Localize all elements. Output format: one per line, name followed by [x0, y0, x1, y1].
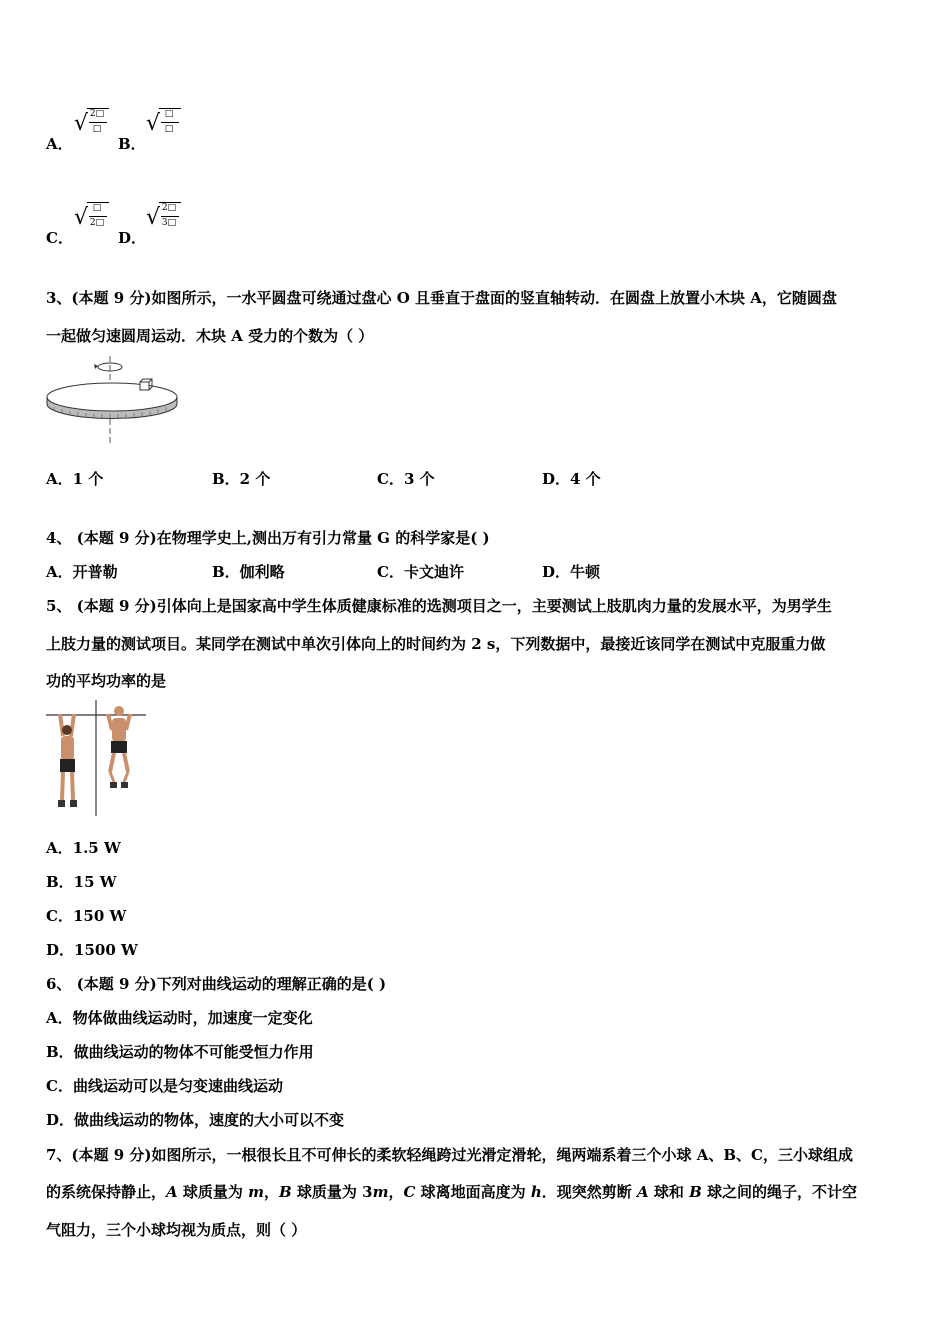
q4-option-c: C．卡文迪许 [377, 563, 464, 581]
q2-option-c-letter: C． [46, 229, 73, 247]
q5-option-a: A．1.5 W [46, 839, 121, 857]
ball-b-symbol: B [689, 1183, 702, 1201]
mass-symbol: m [372, 1183, 389, 1201]
q2-option-d-numerator: 2□ [161, 203, 177, 213]
q2-option-d-radical: √ 2□ 3□ [146, 198, 186, 242]
mass-symbol: m [248, 1183, 264, 1201]
q3-option-a: A．1 个 [46, 470, 104, 488]
q2-option-c-radical: √ □ 2□ [74, 198, 114, 242]
q5-stem-line2: 上肢力量的测试项目。某同学在测试中单次引体向上的时间约为 2 s，下列数据中，最接近该同学在测试中克服重力做 [46, 635, 826, 653]
q3-option-c: C．3 个 [377, 470, 435, 488]
ball-a-symbol: A [166, 1183, 178, 1201]
q2-option-c-numerator: □ [92, 203, 102, 213]
ball-a-symbol: A [637, 1183, 649, 1201]
q5-option-b: B．15 W [46, 873, 117, 891]
q5-option-d: D．1500 W [46, 941, 138, 959]
q5-stem-line1: 5、 (本题 9 分)引体向上是国家高中学生体质健康标准的选测项目之一，主要测试上肢肌肉力量的发展水平，为男学生 [46, 597, 832, 615]
q2-option-a-denominator: □ [92, 124, 102, 134]
q4-stem: 4、 (本题 9 分)在物理学史上,测出万有引力常量 G 的科学家是( ) [46, 529, 490, 547]
q6-option-b: B．做曲线运动的物体不可能受恒力作用 [46, 1043, 314, 1061]
q7-stem-line2: 的系统保持静止，A 球质量为 m，B 球质量为 3m，C 球离地面高度为 h．现突然剪断 A 球和 B 球之间的绳子，不计空 [46, 1183, 858, 1201]
q3-option-b: B．2 个 [212, 470, 271, 488]
q2-option-c-denominator: 2□ [89, 218, 105, 228]
q5-stem-line3: 功的平均功率的是 [46, 672, 167, 690]
ball-b-symbol: B [279, 1183, 292, 1201]
q3-stem-line2: 一起做匀速圆周运动．木块 A 受力的个数为（ ） [46, 327, 374, 345]
q3-option-d: D．4 个 [542, 470, 601, 488]
q6-option-a: A．物体做曲线运动时，加速度一定变化 [46, 1009, 313, 1027]
q6-option-d: D．做曲线运动的物体，速度的大小可以不变 [46, 1111, 345, 1129]
q2-option-a-radical: √ 2□ □ [74, 104, 114, 148]
q7-stem-line1: 7、(本题 9 分)如图所示，一根很长且不可伸长的柔软轻绳跨过光滑定滑轮，绳两端系着三个小球 A、B、C，三小球组成 [46, 1146, 853, 1164]
pull-up-figure [44, 700, 148, 818]
q5-option-c: C．150 W [46, 907, 127, 925]
q2-option-b-letter: B． [118, 135, 146, 153]
q3-stem-line1: 3、(本题 9 分)如图所示，一水平圆盘可绕通过盘心 O 且垂直于盘面的竖直轴转动．在圆盘上放置小木块 A，它随圆盘 [46, 289, 837, 307]
q4-option-d: D．牛顿 [542, 563, 601, 581]
height-symbol: h [530, 1183, 542, 1201]
ball-c-symbol: C [403, 1183, 416, 1201]
q6-stem: 6、 (本题 9 分)下列对曲线运动的理解正确的是( ) [46, 975, 387, 993]
q2-option-a-numerator: 2□ [89, 109, 105, 119]
q2-option-b-numerator: □ [164, 109, 174, 119]
q2-option-b-radical: √ □ □ [146, 104, 186, 148]
q2-option-d-letter: D． [118, 229, 147, 247]
q4-option-b: B．伽利略 [212, 563, 285, 581]
q6-option-c: C．曲线运动可以是匀变速曲线运动 [46, 1077, 283, 1095]
q2-option-d-denominator: 3□ [161, 218, 177, 228]
q4-option-a: A．开普勒 [46, 563, 118, 581]
q2-option-a-letter: A． [46, 135, 73, 153]
rotating-disc-figure [44, 356, 182, 448]
q7-stem-line3: 气阻力，三个小球均视为质点，则（ ） [46, 1221, 307, 1239]
q2-option-b-denominator: □ [164, 124, 174, 134]
